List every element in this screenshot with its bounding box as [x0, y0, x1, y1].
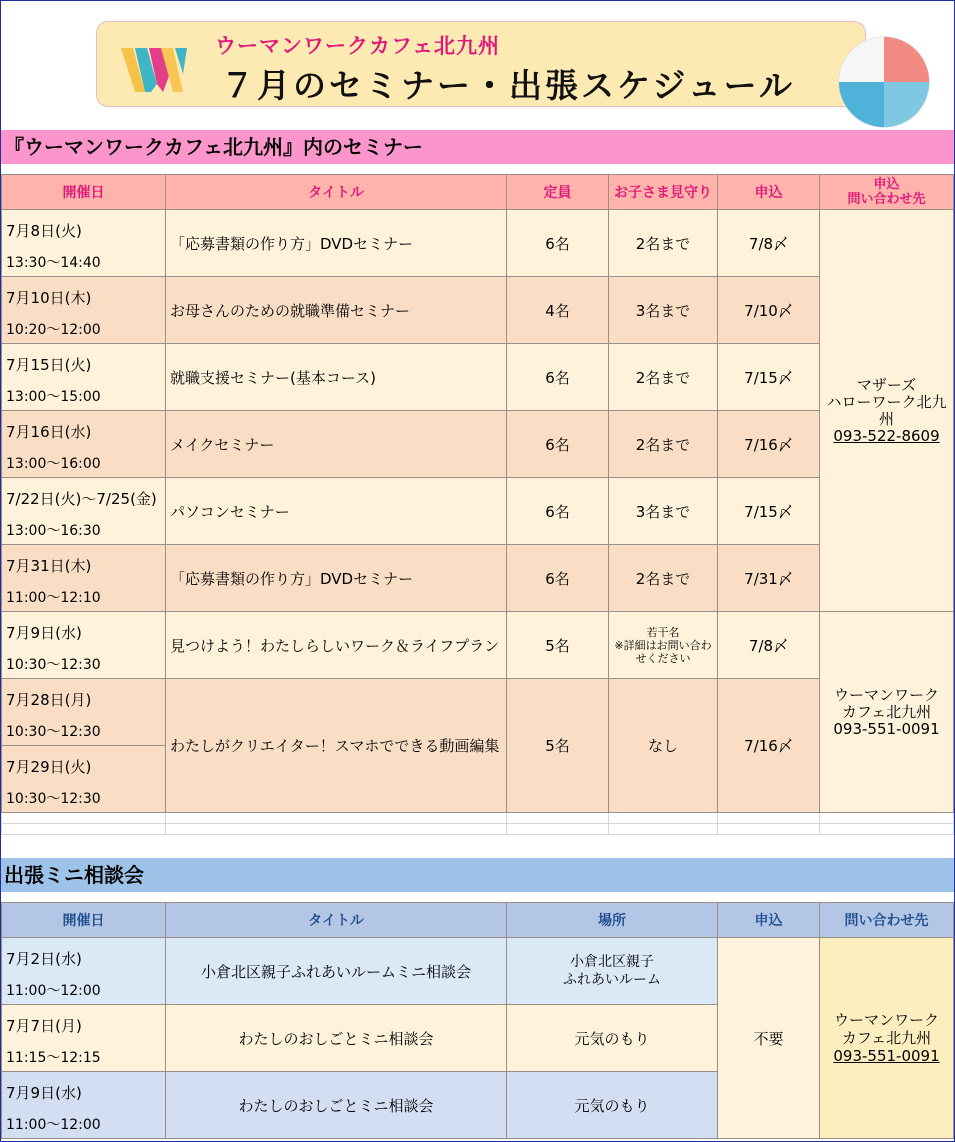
seminar-header-row	[2, 175, 954, 210]
row-childcare: 若干名 ※詳細はお問い合わせください	[609, 612, 718, 679]
row-date: 7月10日(木)	[6, 289, 92, 307]
col-contact: 問い合わせ先	[820, 903, 954, 938]
table-row	[2, 679, 954, 746]
row-time: 11:00～12:10	[6, 590, 101, 606]
row-time: 10:20～12:00	[6, 322, 101, 338]
row-title: わたしのおしごとミニ相談会	[166, 1005, 507, 1072]
row-deadline: 7/16〆	[718, 411, 820, 478]
col-deadline: 申込	[718, 175, 820, 210]
row-date: 7月9日(水)	[6, 1084, 82, 1102]
row-title: わたしのおしごとミニ相談会	[166, 1072, 507, 1139]
row-title: 「応募書類の作り方」DVDセミナー	[166, 210, 507, 277]
row-place: 元気のもり	[507, 1005, 718, 1072]
seminar-table	[1, 174, 954, 835]
row-capacity: 5名	[507, 679, 609, 813]
col-title: タイトル	[166, 903, 507, 938]
row-title: メイクセミナー	[166, 411, 507, 478]
row-childcare: 3名まで	[609, 478, 718, 545]
row-title: パソコンセミナー	[166, 478, 507, 545]
col-title: タイトル	[166, 175, 507, 210]
row-deadline: 7/31〆	[718, 545, 820, 612]
table-row	[2, 277, 954, 344]
row-time: 10:30～12:30	[6, 657, 101, 673]
row-childcare: 2名まで	[609, 344, 718, 411]
section-seminars-title: 『ウーマンワークカフェ北九州』内のセミナー	[1, 130, 954, 164]
row-title: 見つけよう！わたしらしいワーク＆ライフプラン	[166, 612, 507, 679]
col-childcare: お子さま見守り	[609, 175, 718, 210]
col-date: 開催日	[2, 175, 166, 210]
row-time: 11:15～12:15	[6, 1050, 101, 1066]
row-time: 10:30～12:30	[6, 791, 101, 807]
row-title: 小倉北区親子ふれあいルームミニ相談会	[166, 938, 507, 1005]
row-capacity: 4名	[507, 277, 609, 344]
row-title: わたしがクリエイター！スマホでできる動画編集	[166, 679, 507, 813]
row-time: 10:30～12:30	[6, 724, 101, 740]
row-date: 7月28日(月)	[6, 691, 92, 709]
spacer-row	[2, 824, 954, 835]
table-row	[2, 478, 954, 545]
row-time: 13:00～16:00	[6, 456, 101, 472]
contact-phone-link[interactable]: 093-551-0091	[833, 1047, 940, 1065]
contact-mothers-hellowork: マザーズ ハローワーク北九 州 093-522-8609	[820, 210, 954, 612]
row-date: 7月31日(木)	[6, 557, 92, 575]
col-apply: 申込	[718, 903, 820, 938]
row-date: 7月2日(水)	[6, 950, 82, 968]
row-deadline: 7/8〆	[718, 210, 820, 277]
row-date: 7月29日(火)	[6, 758, 92, 776]
row-childcare: 2名まで	[609, 210, 718, 277]
row-date: 7/22日(火)～7/25(金)	[6, 490, 157, 508]
table-row	[2, 411, 954, 478]
row-time: 13:00～15:00	[6, 389, 101, 405]
outreach-table	[1, 902, 954, 1139]
row-capacity: 6名	[507, 411, 609, 478]
row-date: 7月9日(水)	[6, 624, 82, 642]
row-time: 13:00～16:30	[6, 523, 101, 539]
row-time: 11:00～12:00	[6, 1117, 101, 1133]
row-childcare: 2名まで	[609, 545, 718, 612]
row-time: 13:30～14:40	[6, 255, 101, 271]
row-title: 就職支援セミナー(基本コース)	[166, 344, 507, 411]
contact-phone-link[interactable]: 093-522-8609	[833, 426, 940, 445]
spacer-row	[2, 813, 954, 824]
table-row	[2, 938, 954, 1005]
row-deadline: 7/15〆	[718, 344, 820, 411]
page-title: ７月のセミナー・出張スケジュール	[221, 66, 796, 105]
table-row	[2, 545, 954, 612]
apply-not-required: 不要	[718, 938, 820, 1139]
row-capacity: 6名	[507, 478, 609, 545]
col-date: 開催日	[2, 903, 166, 938]
row-deadline: 7/8〆	[718, 612, 820, 679]
row-deadline: 7/16〆	[718, 679, 820, 813]
row-date: 7月7日(月)	[6, 1017, 82, 1035]
contact-womanwork-cafe: ウーマンワーク カフェ北九州 093-551-0091	[820, 612, 954, 813]
row-date: 7月16日(水)	[6, 423, 92, 441]
row-capacity: 6名	[507, 344, 609, 411]
row-title: お母さんのための就職準備セミナー	[166, 277, 507, 344]
row-place: 元気のもり	[507, 1072, 718, 1139]
table-row	[2, 210, 954, 277]
col-capacity: 定員	[507, 175, 609, 210]
row-time: 11:00～12:00	[6, 983, 101, 999]
row-place: 小倉北区親子 ふれあいルーム	[507, 938, 718, 1005]
row-capacity: 6名	[507, 545, 609, 612]
contact-phone: 093-551-0091	[833, 719, 940, 738]
row-title: 「応募書類の作り方」DVDセミナー	[166, 545, 507, 612]
row-deadline: 7/10〆	[718, 277, 820, 344]
table-row	[2, 344, 954, 411]
section-outreach-title: 出張ミニ相談会	[1, 858, 954, 892]
row-childcare: 2名まで	[609, 411, 718, 478]
row-childcare: 3名まで	[609, 277, 718, 344]
row-deadline: 7/15〆	[718, 478, 820, 545]
beach-ball-icon	[835, 33, 933, 131]
row-childcare: なし	[609, 679, 718, 813]
contact-womanwork-cafe: ウーマンワーク カフェ北九州 093-551-0091	[820, 938, 954, 1139]
header-banner	[96, 21, 866, 107]
outreach-header-row	[2, 903, 954, 938]
org-name: ウーマンワークカフェ北九州	[215, 34, 500, 58]
row-date: 7月15日(火)	[6, 356, 92, 374]
row-capacity: 5名	[507, 612, 609, 679]
ww-logo-icon	[121, 44, 193, 96]
table-row	[2, 612, 954, 679]
row-date: 7月8日(火)	[6, 222, 82, 240]
col-place: 場所	[507, 903, 718, 938]
row-capacity: 6名	[507, 210, 609, 277]
col-contact: 申込 問い合わせ先	[820, 175, 954, 210]
